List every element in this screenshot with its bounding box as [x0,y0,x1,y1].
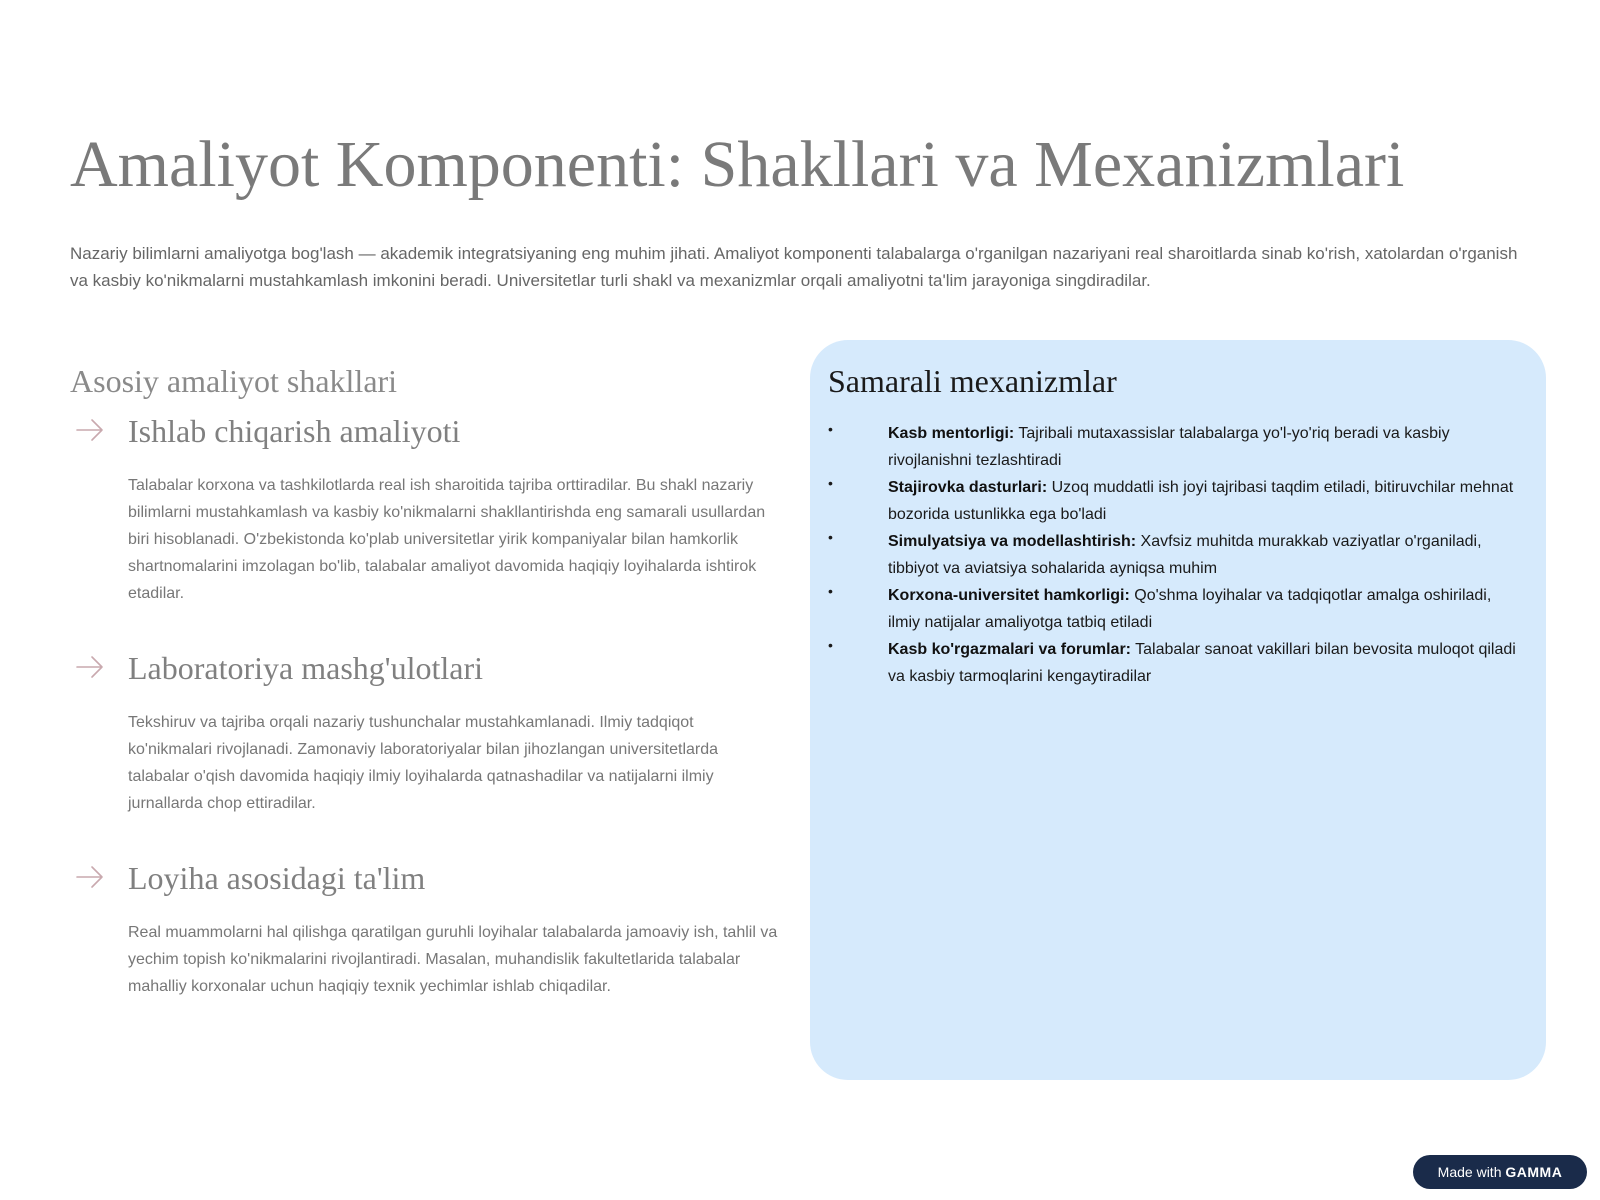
practice-form-body: Real muammolarni hal qilishga qaratilgan guruhli loyihalar talabalarda jamoaviy ish, tahlil va yechim topish ko'nikmalarini rivojlantiradi. Masalan, muhandislik fakultetlarida talabalar mahalliy korxonalar uchun haqiqiy texnik yechimlar ishlab chiqadilar. [128,924,778,995]
mechanisms-list [828,420,1522,690]
practice-form-item [70,857,780,1000]
gamma-logo: GAMMA [1505,1164,1563,1180]
arrow-right-icon [74,651,106,683]
mechanism-term: Simulyatsiya va modellashtirish: [888,533,1137,550]
mechanism-text: Talabalar sanoat vakillari bilan bevosita muloqot qiladi va kasbiy tarmoqlarini kengaytiradilar [888,641,1516,685]
practice-form-body: Tekshiruv va tajriba orqali nazariy tushunchalar mustahkamlanadi. Ilmiy tadqiqot ko'nikmalari rivojlanadi. Zamonaviy laboratoriyalar bilan jihozlangan universitetlarda talabalar o'qish davomida haqiqiy ilmiy loyihalarda qatnashadilar va natijalarni ilmiy jurnallarda chop ettiradilar. [128,714,719,812]
mechanism-term: Kasb mentorligi: [888,425,1015,442]
practice-forms-heading: Asosiy amaliyot shakllari [70,363,398,399]
list-item [828,582,1522,636]
badge-prefix: Made with [1437,1164,1506,1180]
bullet-icon: • [828,529,833,545]
made-with-gamma-badge[interactable] [1413,1155,1587,1189]
mechanism-term: Kasb ko'rgazmalari va forumlar: [888,641,1131,658]
mechanism-text: Tajribali mutaxassislar talabalarga yo'l-yo'riq beradi va kasbiy rivojlanishni tezlashtiradi [888,425,1450,469]
mechanism-text: Xavfsiz muhitda murakkab vaziyatlar o'rganiladi, tibbiyot va aviatsiya sohalarida ayniqsa muhim [888,533,1482,577]
arrow-right-icon [74,861,106,893]
practice-forms-section [70,360,780,1000]
list-item [828,420,1522,474]
arrow-right-icon [74,414,106,446]
mechanism-text: Qo'shma loyihalar va tadqiqotlar amalga oshiriladi, ilmiy natijalar amaliyotga tatbiq etiladi [888,587,1492,631]
practice-form-item [70,410,780,607]
mechanism-text: Uzoq muddatli ish joyi tajribasi taqdim etiladi, bitiruvchilar mehnat bozorida ustunlikka ega bo'ladi [888,479,1514,523]
practice-form-title: Loyiha asosidagi ta'lim [128,860,426,896]
mechanism-term: Korxona-universitet hamkorligi: [888,587,1130,604]
list-item [828,528,1522,582]
intro-paragraph: Nazariy bilimlarni amaliyotga bog'lash — akademik integratsiyaning eng muhim jihati. Amaliyot komponenti talabalarga o'rganilgan nazariyani real sharoitlarda sinab ko'rish, xatolardan o'rganish va kasbiy ko'nikmalarni mustahkamlash imkonini beradi. Universitetlar turli shakl va mexanizmlar orqali amaliyotni ta'lim jarayoniga singdiradilar. [70,244,1518,290]
page-title: Amaliyot Komponenti: Shakllari va Mexanizmlari [70,128,1405,201]
bullet-icon: • [828,637,833,653]
practice-form-title: Ishlab chiqarish amaliyoti [128,413,461,449]
mechanism-term: Stajirovka dasturlari: [888,479,1048,496]
bullet-icon: • [828,583,833,599]
mechanisms-heading: Samarali mexanizmlar [828,363,1117,399]
practice-form-body: Talabalar korxona va tashkilotlarda real ish sharoitida tajriba orttiradilar. Bu shakl nazariy bilimlarni mustahkamlash va kasbiy ko'nikmalarni shakllantirishda eng samarali usullardan biri hisoblanadi. O'zbekistonda ko'plab universitetlar yirik kompaniyalar bilan hamkorlik shartnomalarini imzolagan bo'lib, talabalar amaliyot davomida haqiqiy loyihalarda ishtirok etadilar. [128,477,766,602]
practice-form-item [70,647,780,817]
practice-form-title: Laboratoriya mashg'ulotlari [128,650,483,686]
bullet-icon: • [828,475,833,491]
bullet-icon: • [828,421,833,437]
mechanisms-card [810,340,1546,1080]
list-item [828,474,1522,528]
list-item [828,636,1522,690]
